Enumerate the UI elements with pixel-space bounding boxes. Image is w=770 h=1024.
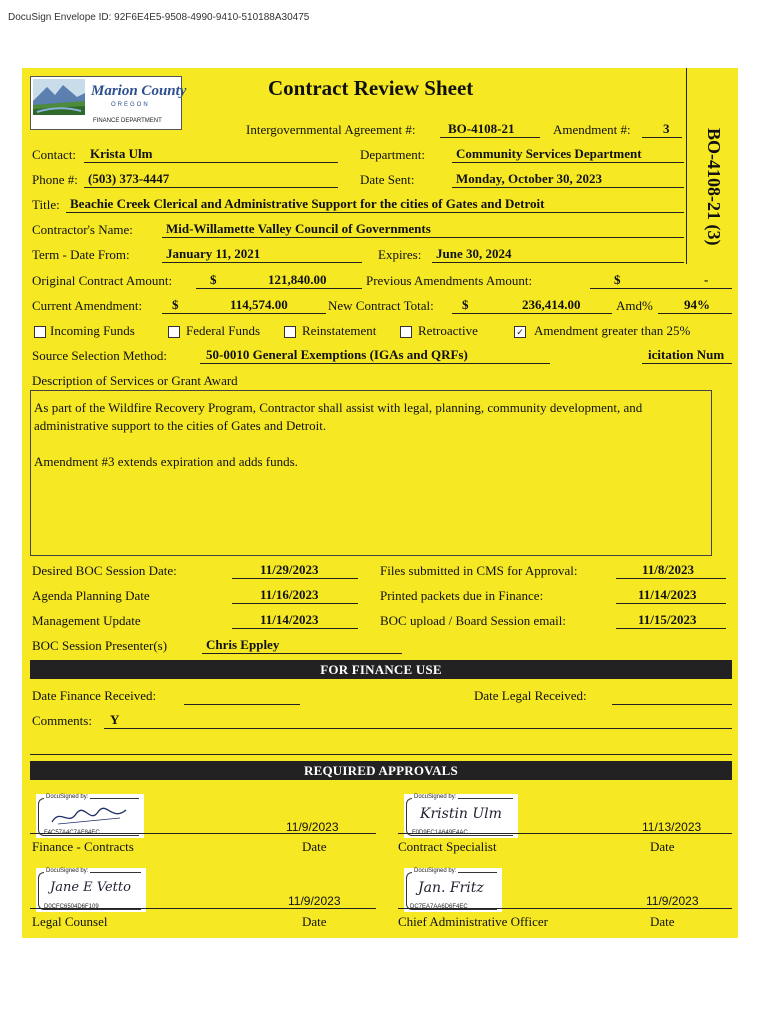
description-paragraph-1: As part of the Wildfire Recovery Program, Contractor shall assist with legal, planning, community development, and administrative support to the cities of Gates and Detroit.: [34, 400, 643, 433]
contract-specialist-date-label: Date: [650, 839, 675, 854]
incoming-funds-checkbox[interactable]: [34, 326, 46, 338]
docusigned-by-caption: DocuSigned by:: [414, 794, 457, 800]
boc-upload-label: BOC upload / Board Session email:: [380, 613, 566, 628]
phone-value: (503) 373-4447: [88, 171, 170, 186]
comments-value: Y: [110, 712, 120, 727]
required-approvals-header: REQUIRED APPROVALS: [30, 761, 732, 780]
logo-department: FINANCE DEPARTMENT: [93, 118, 162, 124]
side-contract-id: BO-4108-21 (3): [704, 128, 724, 246]
finance-contracts-date-value: 11/9/2023: [286, 820, 339, 834]
reinstatement-label: Reinstatement: [302, 323, 377, 338]
term-value: January 11, 2021: [166, 246, 261, 261]
boc-presenter-label: BOC Session Presenter(s): [32, 638, 168, 653]
original-amount-value: 121,840.00: [268, 272, 327, 287]
date-finance-received-label: Date Finance Received:: [32, 688, 157, 703]
phone-label: Phone #:: [32, 172, 78, 187]
solicitation-underline: [642, 347, 732, 364]
date-sent-label: Date Sent:: [360, 172, 415, 187]
legal-counsel-label: Legal Counsel: [32, 914, 108, 929]
description-paragraph-2: Amendment #3 extends expiration and adds funds.: [34, 454, 298, 469]
new-total-label: New Contract Total:: [328, 298, 434, 313]
amd-pct-value: 94%: [684, 297, 710, 312]
docusign-envelope-id: DocuSign Envelope ID: 92F6E4E5-9508-4990-9410-510188A30475: [8, 12, 310, 23]
comments-field[interactable]: [104, 712, 732, 729]
department-label: Department:: [360, 147, 425, 162]
date-sent-value: Monday, October 30, 2023: [456, 171, 603, 186]
contact-label: Contact:: [32, 147, 77, 162]
boc-upload-value: 11/15/2023: [638, 612, 697, 627]
federal-funds-checkbox[interactable]: [168, 326, 180, 338]
chief-administrative-officer-date-value: 11/9/2023: [646, 894, 699, 908]
reinstatement-checkbox[interactable]: [284, 326, 296, 338]
contact-value: Krista Ulm: [90, 146, 153, 161]
files-cms-value: 11/8/2023: [642, 562, 695, 577]
agenda-planning-value: 11/16/2023: [260, 587, 319, 602]
amendment-label: Amendment #:: [553, 122, 631, 137]
current-amendment-value: 114,574.00: [230, 297, 288, 312]
contract-review-sheet: [22, 68, 738, 938]
printed-packets-value: 11/14/2023: [638, 587, 697, 602]
date-legal-received-label: Date Legal Received:: [474, 688, 587, 703]
title-value: Beachie Creek Clerical and Administrative Support for the cities of Gates and Detroit: [70, 196, 545, 211]
current-amendment-label: Current Amendment:: [32, 298, 143, 313]
chief-administrative-officer-handwriting: Jan. Fritz: [418, 880, 484, 896]
iga-label: Intergovernmental Agreement #:: [246, 122, 416, 137]
incoming-funds-label: Incoming Funds: [50, 323, 135, 338]
page-title: Contract Review Sheet: [268, 76, 474, 100]
new-total-value: 236,414.00: [522, 297, 581, 312]
boc-session-date-value: 11/29/2023: [260, 562, 319, 577]
marion-county-logo: [30, 76, 187, 130]
files-cms-label: Files submitted in CMS for Approval:: [380, 563, 578, 578]
previous-amendments-currency: $: [614, 272, 621, 287]
original-amount-currency: $: [210, 272, 217, 287]
legal-counsel-handwriting: Jane E Vetto: [50, 880, 131, 895]
legal-counsel-date-label: Date: [302, 914, 327, 929]
logo-county-name: Marion County: [91, 83, 187, 99]
new-total-currency: $: [462, 297, 469, 312]
previous-amendments-value: -: [704, 272, 709, 287]
logo-state: OREGON: [111, 102, 150, 108]
solicitation-number: icitation Num: [648, 347, 725, 362]
comments-second-line: [30, 738, 732, 755]
previous-amendments-underline: [590, 272, 732, 289]
amendment-underline: [642, 121, 682, 138]
federal-funds-label: Federal Funds: [186, 323, 261, 338]
original-amount-label: Original Contract Amount:: [32, 273, 173, 288]
side-divider: [686, 68, 687, 264]
description-label: Description of Services or Grant Award: [32, 373, 238, 388]
description-box: [30, 390, 712, 556]
retroactive-label: Retroactive: [418, 323, 478, 338]
signature-id: D0CFC6504D6F109: [44, 904, 99, 910]
signature-id: DC7EA7AA6D6F4EC: [410, 904, 468, 910]
finance-contracts-label: Finance - Contracts: [32, 839, 134, 854]
boc-presenter-value: Chris Eppley: [206, 637, 280, 652]
amendment-over-25-label: Amendment greater than 25%: [534, 323, 691, 338]
date-finance-received-field[interactable]: [184, 688, 300, 705]
title-label: Title:: [32, 197, 60, 212]
docusigned-by-caption: DocuSigned by:: [46, 794, 89, 800]
legal-counsel-date-value: 11/9/2023: [288, 894, 341, 908]
expires-value: June 30, 2024: [436, 246, 512, 261]
date-legal-received-field[interactable]: [612, 688, 732, 705]
mountain-landscape-icon: [33, 79, 85, 115]
signature-id: F4C57A4C7AF84EC: [44, 830, 100, 836]
management-update-value: 11/14/2023: [260, 612, 319, 627]
expires-label: Expires:: [378, 247, 422, 262]
docusigned-by-caption: DocuSigned by:: [414, 868, 457, 874]
previous-amendments-label: Previous Amendments Amount:: [366, 273, 533, 288]
term-label: Term - Date From:: [32, 247, 130, 262]
boc-session-date-label: Desired BOC Session Date:: [32, 563, 177, 578]
management-update-label: Management Update: [32, 613, 141, 628]
chief-administrative-officer-label: Chief Administrative Officer: [398, 914, 548, 929]
signature-id: F0D9FC1A649E4AC: [412, 830, 468, 836]
agenda-planning-label: Agenda Planning Date: [32, 588, 150, 603]
amendment-over-25-checkbox[interactable]: ✓: [514, 326, 526, 338]
chief-administrative-officer-date-label: Date: [650, 914, 675, 929]
amendment-value: 3: [663, 121, 670, 136]
source-selection-value: 50-0010 General Exemptions (IGAs and QRFs): [206, 347, 468, 362]
current-amendment-currency: $: [172, 297, 179, 312]
retroactive-checkbox[interactable]: [400, 326, 412, 338]
contract-specialist-label: Contract Specialist: [398, 839, 497, 854]
docusigned-by-caption: DocuSigned by:: [46, 868, 89, 874]
finance-use-header: FOR FINANCE USE: [30, 660, 732, 679]
iga-value: BO-4108-21: [448, 121, 515, 136]
contractor-value: Mid-Willamette Valley Council of Governments: [166, 221, 431, 236]
department-value: Community Services Department: [456, 146, 642, 161]
amd-pct-label: Amd%: [616, 298, 653, 313]
source-selection-label: Source Selection Method:: [32, 348, 168, 363]
printed-packets-label: Printed packets due in Finance:: [380, 588, 544, 603]
comments-label: Comments:: [32, 713, 92, 728]
finance-contracts-date-label: Date: [302, 839, 327, 854]
contract-specialist-handwriting: Kristin Ulm: [420, 806, 502, 822]
contract-specialist-date-value: 11/13/2023: [642, 820, 702, 834]
contractor-label: Contractor's Name:: [32, 222, 133, 237]
